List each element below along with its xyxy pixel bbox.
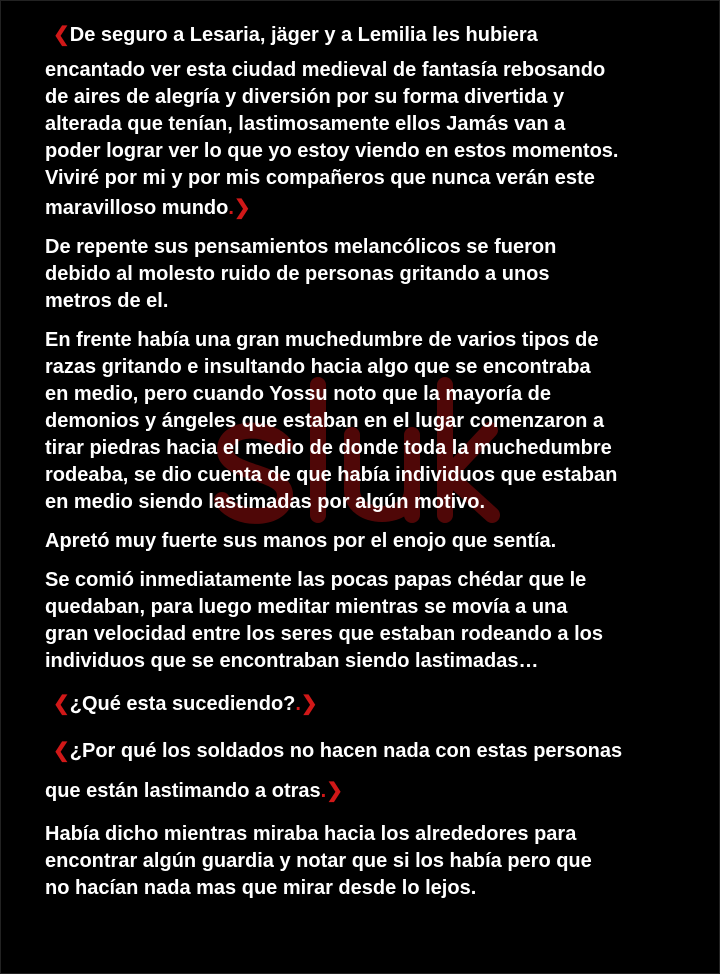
quote-line [53, 691, 705, 718]
thought-quote-3 [45, 738, 705, 805]
text-line: de aires de alegría y diversión por su forma divertida y [45, 86, 565, 108]
close-bracket: .❯ [295, 693, 318, 715]
text-line: demonios y ángeles que estaban en el lugar comenzaron a [45, 410, 605, 432]
text-line: En frente había una gran muchedumbre de varios tipos de [45, 329, 599, 351]
text-line: alterada que tenían, lastimosamente ellos Jamás van a [45, 113, 566, 135]
text-line: razas gritando e insultando hacia algo que se encontraba [45, 356, 591, 378]
quote-line [53, 738, 705, 765]
text-line: encantado ver esta ciudad medieval de fantasía rebosando [45, 59, 606, 81]
open-bracket: ❮ [53, 740, 70, 762]
close-bracket: .❯ [320, 780, 343, 802]
close-bracket: .❯ [228, 197, 251, 219]
paragraph-2 [45, 234, 705, 315]
open-bracket: ❮ [53, 24, 70, 46]
quote-line [53, 22, 705, 49]
paragraph-5 [45, 567, 705, 675]
text-line: metros de el. [45, 290, 169, 312]
text-line: ¿Por qué los soldados no hacen nada con estas personas [69, 740, 623, 762]
story-text [45, 22, 705, 914]
text-line: poder lograr ver lo que yo estoy viendo en estos momentos. [45, 140, 619, 162]
thought-quote-2 [45, 691, 705, 718]
text-line: rodeaba, se dio cuenta de que había individuos que estaban [45, 464, 618, 486]
text-line: encontrar algún guardia y notar que si los había pero que [45, 850, 592, 872]
thought-quote-1 [45, 22, 705, 222]
text-line: que están lastimando a otras [45, 780, 321, 802]
text-line: gran velocidad entre los seres que estaban rodeando a los [45, 623, 603, 645]
text-line: en medio siendo lastimadas por algún motivo. [45, 491, 486, 513]
quote-line [45, 778, 705, 805]
text-line: tirar piedras hacia el medio de donde toda la muchedumbre [45, 437, 612, 459]
open-bracket: ❮ [53, 693, 70, 715]
text-line: Se comió inmediatamente las pocas papas chédar que le [45, 569, 587, 591]
text-line: Viviré por mi y por mis compañeros que nunca verán este [45, 167, 595, 189]
text-line: individuos que se encontraban siendo lastimadas… [45, 650, 539, 672]
paragraph-3 [45, 327, 705, 516]
text-line: Había dicho mientras miraba hacia los alrededores para [45, 823, 577, 845]
paragraph-8 [45, 821, 705, 902]
text-line: maravilloso mundo [45, 197, 229, 219]
text-line: Apretó muy fuerte sus manos por el enojo que sentía. [45, 530, 557, 552]
quote-line [45, 195, 705, 222]
text-line: quedaban, para luego meditar mientras se movía a una [45, 596, 568, 618]
text-line: ¿Qué esta sucediendo? [69, 693, 296, 715]
text-line: De seguro a Lesaria, jäger y a Lemilia les hubiera [69, 24, 538, 46]
text-line: no hacían nada mas que mirar desde lo lejos. [45, 877, 477, 899]
text-line: en medio, pero cuando Yossu noto que la mayoría de [45, 383, 552, 405]
paragraph-4 [45, 528, 705, 555]
text-line: debido al molesto ruido de personas gritando a unos [45, 263, 550, 285]
text-line: De repente sus pensamientos melancólicos se fueron [45, 236, 557, 258]
